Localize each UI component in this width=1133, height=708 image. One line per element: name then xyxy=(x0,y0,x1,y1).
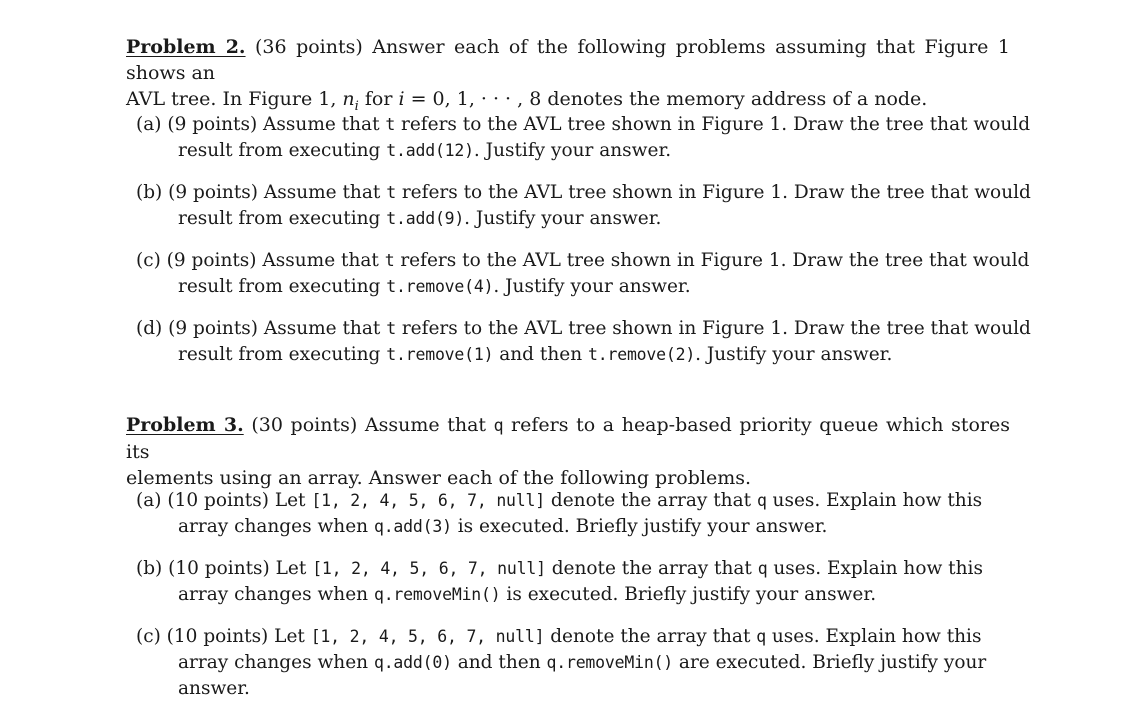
problem-3 xyxy=(126,412,1010,699)
code-call: t.remove(1) xyxy=(386,345,494,364)
part-text: refers to the AVL tree shown in Figure 1. Draw the tree that would xyxy=(394,250,1030,271)
part-text: result from executing xyxy=(178,344,387,365)
problem-3-part-b xyxy=(136,556,1010,608)
problem-2-part-b xyxy=(136,180,1031,232)
part-text: result from executing xyxy=(178,276,387,297)
part-text: (9 points) Assume that xyxy=(160,250,385,271)
problem-2-part-c xyxy=(136,248,1030,300)
problem-2-part-a xyxy=(136,112,1031,164)
part-text: is executed. Briefly justify your answer. xyxy=(500,584,877,605)
code-q: q xyxy=(757,559,768,578)
math-i: i xyxy=(398,88,405,110)
part-text: denote the array that xyxy=(544,626,757,647)
part-text: denote the array that xyxy=(545,490,757,511)
math-n: n xyxy=(342,88,355,110)
code-call: t.remove(4) xyxy=(386,277,494,296)
problem-2-intro xyxy=(126,34,1010,120)
part-text: (10 points) Let xyxy=(162,558,313,579)
problem-3-intro-text-1: (30 points) Assume that xyxy=(243,414,494,436)
code-call: q.add(3) xyxy=(373,517,452,536)
problem-2-intro-text-1: (36 points) Answer each of the following problems assuming that Figure 1 shows an xyxy=(126,36,1010,84)
part-label: (b) xyxy=(136,182,163,203)
part-text: refers to the AVL tree shown in Figure 1. Draw the tree that would xyxy=(395,114,1031,135)
code-call: q.add(0) xyxy=(373,653,452,672)
part-text: result from executing xyxy=(178,208,387,229)
part-text: . Justify your answer. xyxy=(464,208,662,229)
part-text: uses. Explain how this xyxy=(766,490,983,511)
part-text: (10 points) Let xyxy=(161,490,312,511)
math-subscript-i: i xyxy=(354,98,359,114)
problem-2 xyxy=(126,34,1031,365)
code-array: [1, 2, 4, 5, 6, 7, null] xyxy=(312,559,546,578)
part-text: array changes when xyxy=(178,516,374,537)
problem-2-intro-text-4: = 0, 1, · · · , 8 denotes the memory address of a node. xyxy=(404,88,928,110)
code-array: [1, 2, 4, 5, 6, 7, null] xyxy=(310,627,545,646)
code-q: q xyxy=(493,416,504,435)
problem-3-intro-text-3: elements using an array. Answer each of the following problems. xyxy=(126,467,752,489)
part-text: (9 points) Assume that xyxy=(162,182,387,203)
problem-3-intro-text-2: refers to a heap-based priority queue which stores its xyxy=(126,414,1010,463)
code-call: t.remove(2) xyxy=(588,345,696,364)
part-text: (9 points) Assume that xyxy=(162,318,387,339)
code-call: t.add(12) xyxy=(386,141,474,160)
part-text: array changes when xyxy=(178,584,374,605)
code-call: q.removeMin() xyxy=(546,653,674,672)
part-text: . Justify your answer. xyxy=(695,344,893,365)
part-text: answer. xyxy=(178,678,250,699)
problem-2-intro-text-2: AVL tree. In Figure 1, xyxy=(126,88,343,110)
problem-3-part-a xyxy=(136,488,1010,540)
problem-2-intro-text-3: for xyxy=(358,88,399,110)
part-label: (c) xyxy=(136,250,161,271)
part-text: (10 points) Let xyxy=(160,626,311,647)
part-text: and then xyxy=(451,652,547,673)
code-call: q.removeMin() xyxy=(373,585,501,604)
part-text: . Justify your answer. xyxy=(493,276,691,297)
part-text: refers to the AVL tree shown in Figure 1. Draw the tree that would xyxy=(395,182,1031,203)
part-label: (a) xyxy=(136,490,162,511)
part-text: are executed. Briefly justify your xyxy=(673,652,987,673)
part-label: (c) xyxy=(136,626,161,647)
part-text: uses. Explain how this xyxy=(766,626,982,647)
part-text: uses. Explain how this xyxy=(767,558,983,579)
code-q: q xyxy=(756,627,766,646)
problem-3-intro xyxy=(126,412,1010,491)
code-array: [1, 2, 4, 5, 6, 7, null] xyxy=(311,491,545,510)
problem-3-title: Problem 3. xyxy=(126,414,244,436)
part-text: and then xyxy=(493,344,589,365)
problem-3-part-c xyxy=(136,624,1010,702)
part-text: denote the array that xyxy=(545,558,758,579)
part-text: result from executing xyxy=(178,140,387,161)
problem-2-part-d xyxy=(136,316,1031,368)
part-label: (d) xyxy=(136,318,163,339)
part-text: . Justify your answer. xyxy=(473,140,672,161)
code-t: t xyxy=(386,319,396,338)
part-label: (b) xyxy=(136,558,163,579)
code-t: t xyxy=(386,183,396,202)
part-text: refers to the AVL tree shown in Figure 1. Draw the tree that would xyxy=(395,318,1031,339)
code-t: t xyxy=(384,251,395,270)
part-label: (a) xyxy=(136,114,162,135)
code-q: q xyxy=(756,491,767,510)
problem-2-title: Problem 2. xyxy=(126,36,246,58)
code-call: t.add(9) xyxy=(386,209,465,228)
part-text: (9 points) Assume that xyxy=(161,114,386,135)
part-text: array changes when xyxy=(178,652,374,673)
code-t: t xyxy=(385,115,396,134)
part-text: is executed. Briefly justify your answer. xyxy=(451,516,828,537)
